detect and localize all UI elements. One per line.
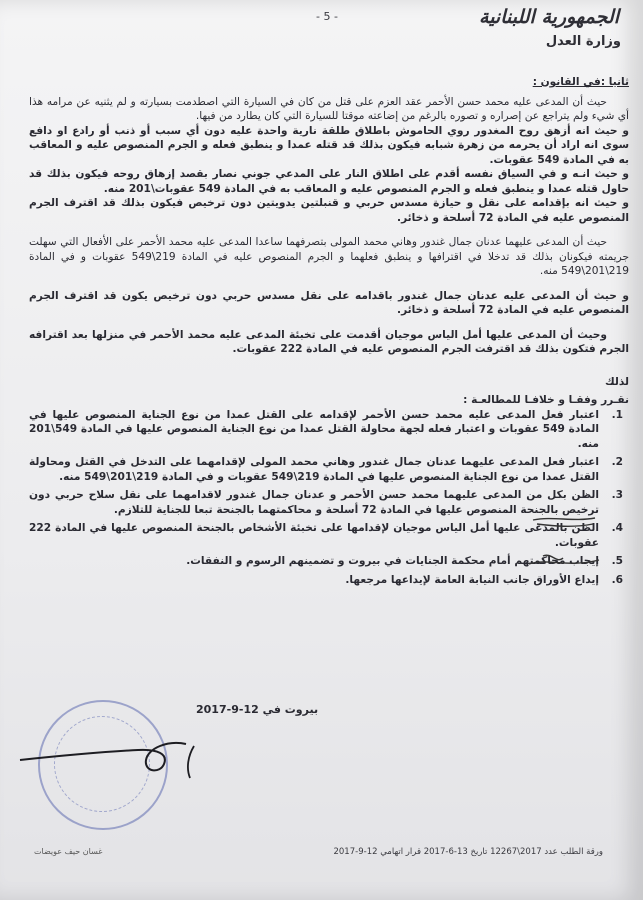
decision-number: 1. (611, 408, 623, 421)
decision-item (29, 408, 629, 452)
footer-reference: ورقة الطلب عدد 2017\12267 تاريخ 13-6-2017 قرار اتهامي 12-9-2017 (333, 847, 603, 857)
decision-number: 6. (611, 573, 623, 586)
decision-number: 3. (611, 489, 623, 501)
paragraph-4: و حيث انه بإقدامه على نقل و حيازة مسدس حربي و قنبلتين يدويتين دون ترخيص فيكون بذلك قد اقترف الجرم المنصوص عليه في المادة 72 أسلحة و ذخائر. (29, 197, 629, 224)
paragraph-3: و حيث انـه و في السياق نفسه أقدم على اطلاق النار على المدعي جوني نصار بقصد إزهاق روحه فيكون بذلك قد حاول قتله عمدا و ينطبق فعله و الجرم المنصوص عليه و المعاقب به في المادة 549 عقوبات\201 منه. (29, 168, 629, 195)
paragraph-6: و حيث أن المدعى عليه عدنان جمال غندور باقدامه على نقل مسدس حربي دون ترخيص يكون قد اقترف الجرم المنصوص عليه في المادة 72 أسلحة و ذخائر. (29, 289, 629, 316)
decision-item (29, 573, 629, 588)
decision-intro: نقـرر وفقـا و خلافـا للمطالعـة : (463, 394, 629, 406)
ministry-name: وزارة العدل (545, 34, 621, 49)
therefore-heading: لذلك (605, 375, 629, 388)
decision-item (29, 455, 629, 484)
place-date: بيروت في 12-9-2017 (196, 703, 319, 716)
clerk-name: غسان حيف عويضات (34, 847, 103, 856)
margin-initials (523, 512, 603, 572)
page-number: - 5 - (316, 10, 338, 23)
paragraph-5: حيث أن المدعى عليهما عدنان جمال غندور وهاني محمد المولى بتصرفهما ساعدا المدعى عليه محمد الأحمر على الأفعال التي سهلت جريمته فيكونان بذلك قد تدخلا في اقترافها و ينطبق فعلهما و الجرم المنصوص عليه في المادة 219\549 عقوبات و في المادة 219\201\549 منه. (29, 236, 629, 277)
decision-number: 2. (611, 456, 623, 468)
republic-letterhead: الجمهورية اللبنانية (479, 6, 619, 28)
decision-number: 5. (611, 555, 623, 567)
decision-text: إيداع الأوراق جانب النيابة العامة لإيداعها مرجعها. (345, 573, 599, 586)
judge-signature (18, 730, 198, 790)
paragraph-2: و حيث انه أزهق روح المغدور روي الحاموش باطلاق طلقة نارية واحدة عليه دون أي سبب أو ذنب أو رادع او دافع سوى انه اراد أن يحرمه من زهرة شبابه فيكون بذلك قد قتله عمدا و ينطبق فعله و الجرم المنصوص عليه و المعاقب به في المادة 549 عقوبات. (29, 124, 629, 166)
paragraph-1: حيث أن المدعى عليه محمد حسن الأحمر عقد العزم على قتل من كان في السيارة التي اصطدمت بسيارته و لم يثنيه عن مرامه هذا أي شيء ولم يتراجع عن إصراره و تصوره بالرغم من إضاعته موقتا للسيارة التي كان يطارد من فيها. (29, 95, 629, 122)
decision-text: الظن بكل من المدعى عليهما محمد حسن الأحمر و عدنان جمال غندور لاقدامهما على نقل سلاح حربي دون ترخيص بالجنحة المنصوص عليها في المادة 72 أسلحة و محاكمتهما بالجنحة تبعا للجناية للتلازم. (29, 489, 599, 516)
paragraph-7: وحيث أن المدعى عليها أمل الياس موجيان أقدمت على تخبئة المدعى عليه محمد الأحمر في منزلها بعد اقترافه الجرم فتكون بذلك قد اقترفت الجرم المنصوص عليه في المادة 222 عقوبات. (29, 328, 629, 355)
decision-text: اعتبار فعل المدعى عليه محمد حسن الأحمر لإقدامه على القتل عمدا من نوع الجناية المنصوص عليها في المادة 549 عقوبات و اعتبار فعله لجهة محاولة القتل عمدا من نوع الجناية المنصوص عليها في المادة 549\201 منه. (29, 408, 599, 450)
decision-text: الظن بالمدعى عليها أمل الياس موجيان لإقدامها على تخبئة الأشخاص بالجنحة المنصوص عليها في المادة 222 عقوبات. (29, 522, 599, 549)
decision-text: إيجاب محاكمتهم أمام محكمة الجنايات في بيروت و تضمينهم الرسوم و النفقات. (186, 555, 599, 567)
decision-text: اعتبار فعل المدعى عليهما عدنان جمال غندور وهاني محمد المولى لإقدامهما على التدخل في القتل ومحاولة القتل عمدا من نوع الجناية المنصوص عليها في المادة 219\549 عقوبات و في المادة 219\201\549 منه. (29, 456, 599, 483)
decision-number: 4. (611, 522, 623, 534)
section-title: ثانيا :في القانون : (532, 76, 629, 88)
